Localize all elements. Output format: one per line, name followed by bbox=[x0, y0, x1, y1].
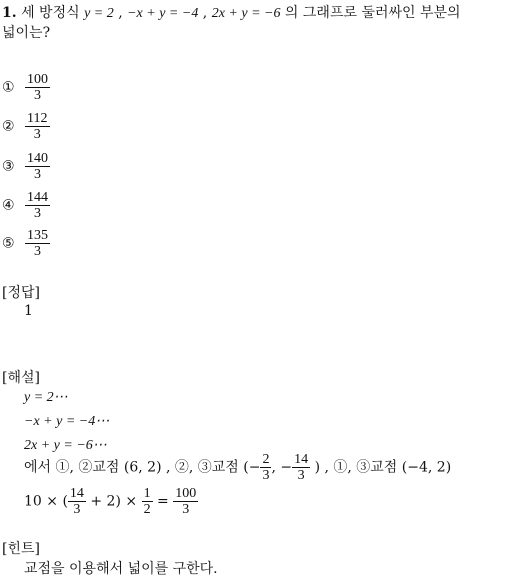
explanation-line-5 bbox=[24, 486, 198, 517]
choice-3[interactable] bbox=[2, 151, 50, 182]
answer-heading: [정답] bbox=[2, 285, 40, 301]
choice-fraction bbox=[25, 151, 50, 182]
problem-number: 1. bbox=[2, 5, 17, 21]
numerator: 112 bbox=[27, 111, 48, 126]
denominator: 3 bbox=[297, 468, 305, 483]
denominator: 2 bbox=[143, 502, 151, 517]
explanation-line-3: 2x + y = −6⋯ bbox=[24, 438, 107, 453]
choice-marker: ③ bbox=[2, 158, 15, 175]
numerator: 14 bbox=[69, 486, 84, 501]
choice-2[interactable] bbox=[2, 111, 50, 142]
fraction-two-thirds bbox=[260, 452, 271, 483]
denominator: 3 bbox=[73, 502, 81, 517]
denominator: 3 bbox=[34, 244, 42, 259]
numerator: 2 bbox=[262, 452, 270, 467]
numerator: 100 bbox=[27, 72, 49, 87]
fraction-result bbox=[173, 486, 198, 517]
fraction-fourteen-thirds bbox=[292, 452, 310, 483]
explanation-line-4 bbox=[24, 452, 451, 483]
problem-line-1 bbox=[2, 2, 461, 22]
explanation-line-1: y = 2⋯ bbox=[24, 390, 68, 405]
explanation-line-2: −x + y = −4⋯ bbox=[24, 414, 110, 429]
choice-marker: ① bbox=[2, 79, 15, 96]
area-expr-c: = bbox=[152, 493, 174, 510]
choice-marker: ② bbox=[2, 118, 15, 135]
fraction-one-half bbox=[142, 486, 153, 517]
numerator: 100 bbox=[175, 486, 197, 501]
fraction-fourteen-thirds bbox=[68, 486, 86, 517]
denominator: 3 bbox=[262, 468, 270, 483]
hint-heading: [힌트] bbox=[2, 541, 40, 557]
area-expr-a: 10 × ( bbox=[24, 493, 68, 510]
denominator: 3 bbox=[34, 88, 42, 103]
intersection-text-a: 에서 ①, ②교점 (6, 2) , ②, ③교점 (− bbox=[24, 459, 261, 476]
area-expr-b: + 2) × bbox=[85, 493, 142, 510]
denominator: 3 bbox=[34, 206, 42, 221]
choice-4[interactable] bbox=[2, 190, 50, 221]
intersection-text-c: ) , ①, ③교점 (−4, 2) bbox=[310, 459, 452, 476]
choice-fraction bbox=[25, 111, 49, 142]
choice-marker: ⑤ bbox=[2, 235, 15, 252]
choice-1[interactable] bbox=[2, 72, 50, 103]
numerator: 135 bbox=[27, 228, 49, 243]
denominator: 3 bbox=[34, 167, 42, 182]
equation-1: y = 2 bbox=[84, 6, 114, 21]
answer-value: 1 bbox=[24, 303, 33, 319]
hint-text: 교점을 이용해서 넓이를 구한다. bbox=[24, 561, 218, 577]
problem-text-b: 의 그래프로 둘러싸인 부분의 bbox=[280, 5, 461, 21]
equation-2: −x + y = −4 bbox=[127, 6, 199, 21]
numerator: 140 bbox=[27, 151, 49, 166]
choice-marker: ④ bbox=[2, 197, 15, 214]
explanation-heading: [해설] bbox=[2, 370, 40, 386]
numerator: 1 bbox=[143, 486, 151, 501]
intersection-text-b: , − bbox=[271, 459, 293, 476]
separator-1: , bbox=[113, 5, 128, 21]
separator-2: , bbox=[198, 5, 212, 21]
numerator: 144 bbox=[27, 190, 49, 205]
problem-line-2: 넓이는? bbox=[2, 25, 51, 41]
choice-5[interactable] bbox=[2, 228, 50, 259]
denominator: 3 bbox=[182, 502, 190, 517]
problem-text-a: 세 방정식 bbox=[21, 5, 85, 21]
choice-fraction bbox=[25, 228, 50, 259]
numerator: 14 bbox=[294, 452, 309, 467]
choice-fraction bbox=[25, 190, 50, 221]
equation-3: 2x + y = −6 bbox=[211, 6, 281, 21]
denominator: 3 bbox=[33, 127, 41, 142]
choice-fraction bbox=[25, 72, 50, 103]
